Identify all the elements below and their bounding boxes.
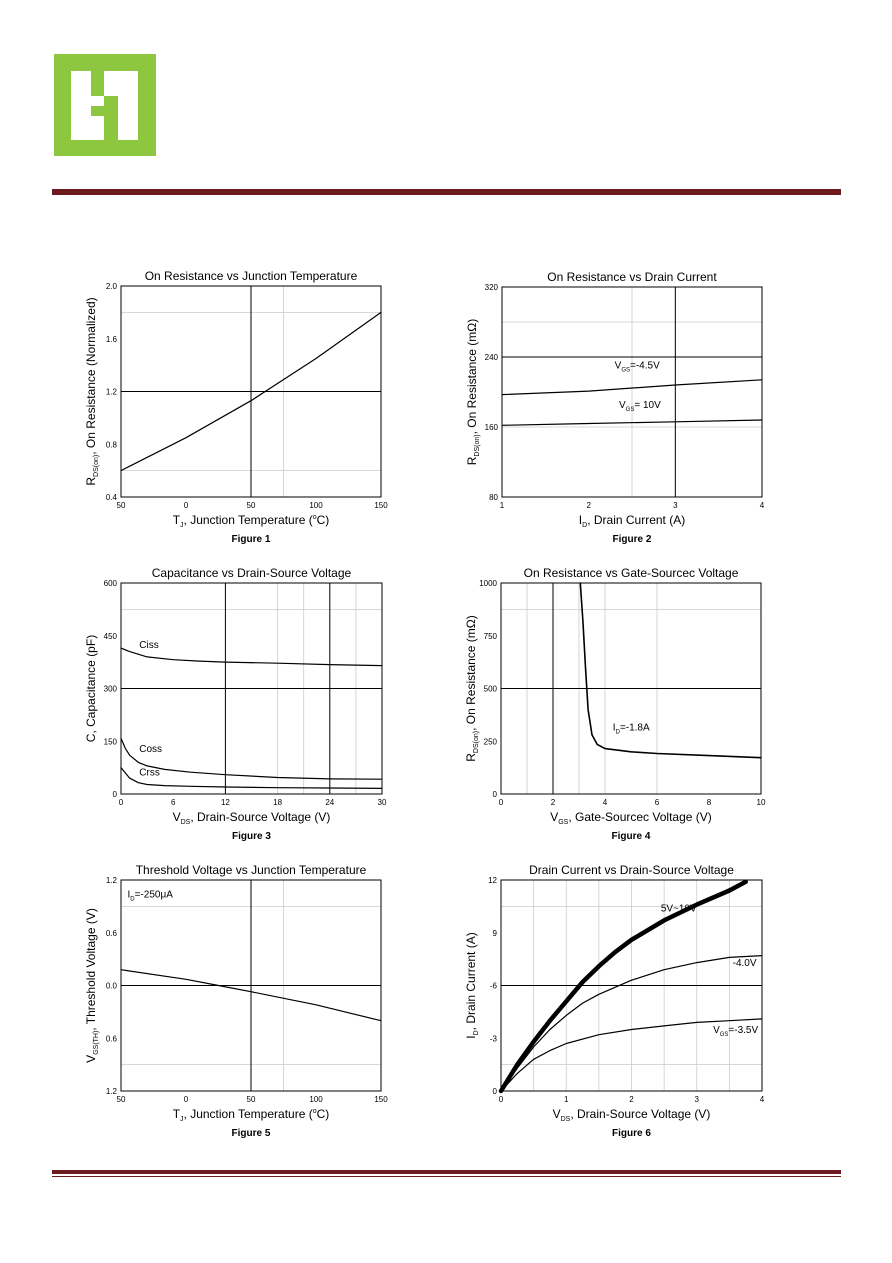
fig2-xtick-label-1: 2: [586, 501, 591, 510]
fig1-ylabel-sub: DS(on): [93, 454, 100, 477]
fig4-xtick-label-4: 8: [706, 798, 712, 807]
fig1-chart: [84, 269, 388, 545]
fig1-xlabel-tail: C): [316, 513, 330, 527]
fig5-xlabel-rest: , Junction Temperature (: [183, 1107, 313, 1121]
fig6-figure-caption: Figure 6: [612, 1128, 651, 1139]
fig3-chart: [84, 566, 387, 842]
fig4-ylabel-sub: DS(on): [473, 730, 480, 754]
fig3-figure-caption: Figure 3: [232, 831, 271, 842]
fig2-title: On Resistance vs Drain Current: [547, 270, 717, 284]
fig3-xtick-label-5: 30: [377, 798, 387, 807]
fig6-annotation-0: [661, 904, 697, 915]
fig3-title: Capacitance vs Drain-Source Voltage: [151, 566, 352, 580]
fig2-xlabel: [579, 513, 685, 529]
fig3-ytick-label-0: 0: [112, 790, 117, 799]
fig1-title: On Resistance vs Junction Temperature: [144, 269, 358, 283]
fig5-figure-caption: Figure 5: [231, 1128, 271, 1139]
fig3-xtick-label-3: 18: [273, 798, 283, 807]
fig5-xtick-label-3: 100: [309, 1095, 323, 1104]
fig4-ytick-label-3: 750: [483, 631, 497, 641]
fig5-annotation-0: [128, 890, 174, 903]
fig3-series-line-0: [121, 648, 382, 666]
fig3-annotation-0: [139, 640, 158, 651]
fig4-ytick-label-2: 500: [483, 684, 497, 694]
fig4-xtick-label-5: 10: [756, 798, 766, 807]
fig1-xtick-label-4: 150: [374, 501, 388, 510]
fig4-ylabel: [464, 615, 480, 762]
fig6-annotation-1-rest: -4.0V: [732, 958, 757, 970]
fig2-xtick-label-3: 4: [759, 501, 765, 510]
fig3-series-line-2: [121, 768, 382, 789]
fig3-xtick-label-0: 0: [118, 798, 124, 807]
fig5-ytick-label-2: 0.0: [105, 981, 117, 991]
fig5-annotation-0-rest: =-250μA: [134, 889, 173, 901]
fig1-xlabel-sup: o: [312, 514, 317, 521]
fig2-xlabel-rest: , Drain Current (A): [587, 513, 686, 527]
fig4-annotation-0-sub: D: [615, 729, 620, 736]
fig6-ytick-label-4: 12: [488, 876, 497, 885]
fig4-annotation-0: [613, 723, 650, 736]
fig3-xtick-label-4: 24: [325, 798, 335, 807]
fig4-ytick-label-1: 250: [483, 737, 497, 747]
fig3-ytick-label-2: 300: [103, 684, 117, 694]
fig3-annotation-2-rest: Crss: [139, 767, 160, 779]
fig5-xlabel-sup: o: [312, 1108, 317, 1115]
fig1-xlabel: [173, 513, 330, 529]
fig6-title: Drain Current vs Drain-Source Voltage: [529, 863, 734, 877]
fig4-xtick-label-0: 0: [498, 798, 504, 807]
fig6-xlabel-rest: , Drain-Source Voltage (V): [570, 1107, 711, 1121]
fig2-ylabel-sub: DS(on): [474, 434, 481, 457]
fig6-annotation-0-rest: 5V~10V: [660, 903, 697, 915]
fig3-annotation-2: [139, 768, 160, 779]
fig6-chart: [464, 863, 765, 1139]
fig5-ytick-label-0: 1.2: [105, 1087, 117, 1096]
fig4-xtick-label-2: 4: [602, 798, 608, 807]
fig5-ylabel-sub: GS(TH): [93, 1030, 100, 1055]
fig2-xtick-label-2: 3: [673, 501, 678, 510]
fig4-xtick-label-1: 2: [550, 798, 556, 807]
fig6-series-line-0: [501, 882, 746, 1091]
fig6-ytick-label-2: -6: [489, 981, 497, 991]
fig4-ylabel-rest: , On Resistance (mΩ): [464, 615, 478, 731]
fig4-annotation-0-main: I: [612, 722, 616, 734]
fig2-annotation-1-main: V: [619, 399, 626, 411]
fig6-xtick-label-0: 0: [498, 1095, 504, 1104]
fig2-annotation-1-sub: GS: [625, 406, 635, 413]
fig5-annotation-0-sub: D: [130, 896, 135, 903]
fig6-xlabel: [553, 1107, 711, 1123]
fig5-xlabel-main: T: [172, 1107, 181, 1121]
fig5-xtick-label-4: 150: [374, 1095, 388, 1104]
fig6-ytick-label-0: 0: [492, 1087, 497, 1096]
fig2-ytick-label-2: 240: [484, 353, 498, 362]
fig1-xlabel-rest: , Junction Temperature (: [183, 513, 313, 527]
fig4-xlabel-sub: GS: [558, 819, 569, 826]
fig3-xtick-label-2: 12: [220, 798, 230, 807]
fig1-ytick-label-3: 1.6: [105, 334, 117, 344]
fig4-title: On Resistance vs Gate-Sourcec Voltage: [523, 566, 739, 580]
fig4-xlabel: [550, 810, 712, 826]
fig2-xtick-label-0: 1: [499, 501, 505, 510]
fig1-ytick-label-4: 2.0: [105, 282, 117, 291]
fig6-xlabel-sub: DS: [560, 1116, 571, 1123]
fig2-ytick-label-0: 80: [489, 493, 498, 502]
fig6-annotation-2: [713, 1025, 758, 1038]
fig1-ytick-label-1: 0.8: [105, 440, 117, 450]
fig2-chart: [465, 270, 765, 545]
fig2-ylabel-rest: , On Resistance (mΩ): [465, 318, 479, 435]
fig3-xlabel-rest: , Drain-Source Voltage (V): [190, 810, 331, 824]
fig4-ylabel-main: R: [464, 753, 478, 762]
fig4-chart: [464, 566, 766, 842]
fig5-xtick-label-2: 50: [246, 1095, 256, 1104]
fig5-xlabel: [173, 1107, 330, 1123]
fig1-ytick-label-0: 0.4: [105, 493, 117, 502]
fig3-ylabel: [84, 635, 98, 742]
fig1-xtick-label-0: 50: [116, 501, 126, 510]
fig2-ytick-label-1: 160: [484, 423, 498, 432]
fig1-xtick-label-2: 50: [246, 501, 256, 510]
fig2-annotation-0-main: V: [614, 360, 622, 372]
fig3-annotation-1-rest: Coss: [139, 743, 163, 755]
fig6-ylabel: [464, 932, 480, 1038]
fig5-ytick-label-4: 1.2: [105, 876, 117, 885]
fig6-ytick-label-3: 9: [492, 928, 497, 938]
fig2-xlabel-main: I: [578, 513, 583, 527]
fig1-ylabel-main: R: [84, 476, 98, 486]
fig2-annotation-1: [619, 400, 661, 413]
fig1-xlabel-main: T: [172, 513, 181, 527]
fig6-ylabel-rest: , Drain Current (A): [464, 932, 478, 1031]
fig2-annotation-0: [615, 360, 660, 373]
fig5-ylabel-rest: , Threshold Voltage (V): [84, 908, 98, 1031]
fig6-xtick-label-1: 1: [564, 1095, 569, 1104]
fig4-annotation-0-rest: =-1.8A: [619, 722, 650, 734]
fig5-ylabel-main: V: [84, 1054, 98, 1063]
fig6-annotation-2-sub: GS: [719, 1031, 729, 1038]
fig2-annotation-0-sub: GS: [621, 367, 631, 374]
fig5-chart: [84, 863, 388, 1139]
fig5-ytick-label-1: 0.6: [105, 1034, 117, 1044]
fig6-annotation-2-main: V: [713, 1024, 720, 1036]
fig2-ylabel-main: R: [465, 456, 479, 466]
fig2-annotation-0-rest: =-4.5V: [630, 360, 660, 372]
fig3-xlabel-sub: DS: [180, 819, 191, 826]
fig5-ylabel: [84, 908, 100, 1063]
fig4-xlabel-rest: , Gate-Sourcec Voltage (V): [568, 810, 712, 824]
fig5-ytick-label-3: 0.6: [105, 928, 117, 938]
fig6-xlabel-main: V: [552, 1107, 561, 1121]
fig3-xlabel: [173, 810, 331, 826]
fig3-ytick-label-4: 600: [103, 579, 117, 588]
fig4-xtick-label-3: 6: [654, 798, 660, 807]
fig5-xlabel-tail: C): [316, 1107, 330, 1121]
fig2-figure-caption: Figure 2: [612, 534, 652, 545]
fig5-xtick-label-0: 50: [116, 1095, 126, 1104]
fig5-title: Threshold Voltage vs Junction Temperature: [135, 863, 367, 877]
fig3-xtick-label-1: 6: [170, 798, 176, 807]
fig6-annotation-1: [733, 958, 757, 969]
fig1-xtick-label-3: 100: [309, 501, 323, 510]
fig5-annotation-0-main: I: [127, 889, 131, 901]
fig3-xlabel-main: V: [172, 810, 181, 824]
fig4-xlabel-main: V: [550, 810, 559, 824]
fig6-xtick-label-2: 2: [629, 1095, 634, 1104]
fig3-annotation-0-rest: Ciss: [139, 640, 159, 652]
fig4-ytick-label-0: 0: [492, 790, 497, 799]
fig4-ytick-label-4: 1000: [479, 579, 497, 588]
fig1-ylabel: [84, 297, 100, 485]
fig3-ytick-label-1: 150: [103, 737, 117, 747]
fig3-ytick-label-3: 450: [103, 631, 117, 641]
fig6-ylabel-sub: D: [473, 1030, 480, 1036]
fig1-xtick-label-1: 0: [183, 501, 189, 510]
fig5-xlabel-sub: J: [180, 1116, 184, 1123]
fig3-annotation-1: [139, 744, 162, 755]
fig4-figure-caption: Figure 4: [611, 831, 651, 842]
fig2-xlabel-sub: D: [582, 522, 588, 529]
fig6-annotation-2-rest: =-3.5V: [728, 1024, 759, 1036]
fig3-ylabel-rest: C, Capacitance (pF): [84, 634, 98, 743]
fig2-ylabel: [465, 319, 481, 466]
fig1-figure-caption: Figure 1: [231, 534, 271, 545]
fig2-annotation-1-rest: = 10V: [634, 399, 661, 411]
fig1-ylabel-rest: , On Resistance (Normalized): [84, 297, 98, 455]
fig5-xtick-label-1: 0: [183, 1095, 189, 1104]
fig1-xlabel-sub: J: [180, 522, 184, 529]
fig1-ytick-label-2: 1.2: [105, 387, 117, 397]
fig6-xtick-label-4: 4: [759, 1095, 765, 1104]
fig2-ytick-label-3: 320: [484, 283, 498, 292]
fig6-ytick-label-1: -3: [489, 1034, 497, 1044]
fig6-xtick-label-3: 3: [694, 1095, 699, 1104]
fig6-ylabel-main: I: [464, 1035, 478, 1039]
